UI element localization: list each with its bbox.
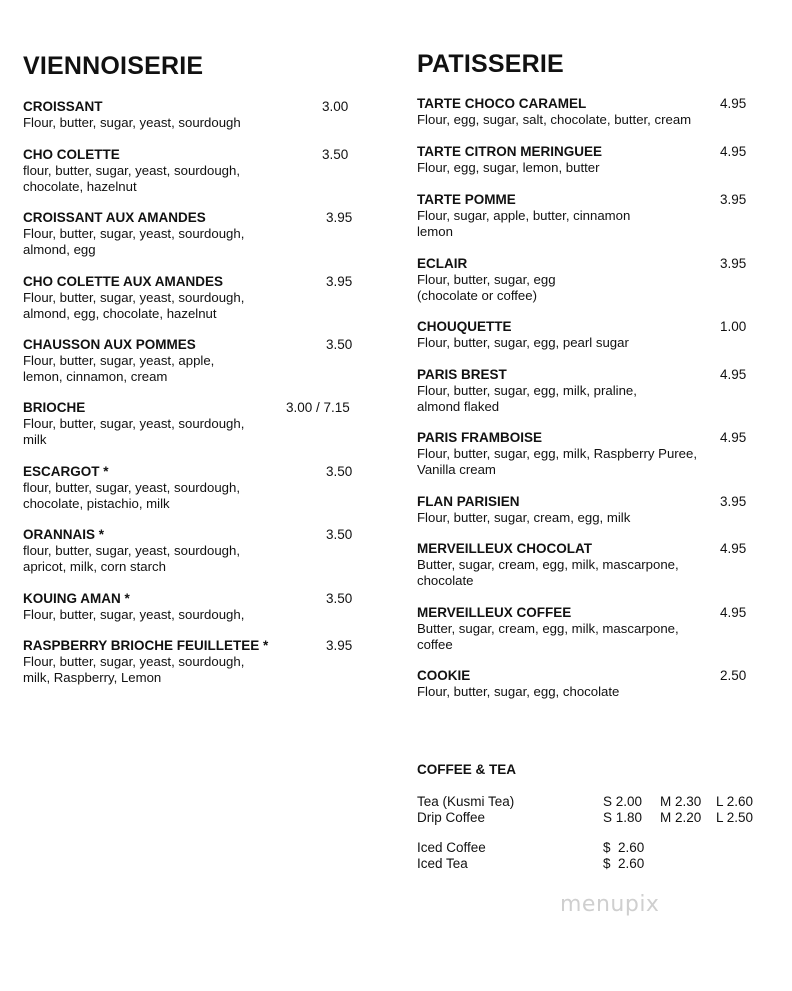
drink-row	[417, 810, 762, 826]
item-description: Butter, sugar, cream, egg, milk, mascarpone, coffee	[417, 621, 679, 652]
price-medium: M 2.30	[660, 794, 702, 809]
item-name: PARIS FRAMBOISE	[417, 430, 543, 445]
menu-item	[417, 541, 762, 589]
item-name: TARTE CHOCO CARAMEL	[417, 96, 587, 111]
item-name: CHAUSSON AUX POMMES	[23, 337, 196, 352]
item-price: 3.95	[720, 192, 747, 207]
menu-item	[417, 494, 762, 526]
item-price: 3.95	[720, 494, 747, 509]
item-description: flour, butter, sugar, yeast, sourdough, chocolate, pistachio, milk	[23, 480, 240, 511]
item-description: Flour, butter, sugar, cream, egg, milk	[417, 510, 631, 525]
item-price: 4.95	[720, 541, 747, 556]
price-large: L 2.60	[716, 794, 754, 809]
item-name: TARTE CITRON MERINGUEE	[417, 144, 602, 159]
item-description: Flour, butter, sugar, egg (chocolate or coffee)	[417, 272, 556, 303]
coffee-tea-title: COFFEE & TEA	[417, 762, 517, 777]
item-description: Flour, egg, sugar, lemon, butter	[417, 160, 600, 175]
item-description: flour, butter, sugar, yeast, sourdough, apricot, milk, corn starch	[23, 543, 240, 574]
item-description: Flour, butter, sugar, yeast, sourdough, almond, egg, chocolate, hazelnut	[23, 290, 245, 321]
menu-item	[23, 527, 363, 575]
item-description: Flour, egg, sugar, salt, chocolate, butter, cream	[417, 112, 692, 127]
item-name: FLAN PARISIEN	[417, 494, 520, 509]
drink-row	[417, 840, 762, 856]
item-name: ECLAIR	[417, 256, 468, 271]
menu-item	[417, 605, 762, 653]
item-price: 3.00	[322, 99, 349, 114]
price-small: S 1.80	[603, 810, 643, 825]
item-description: Flour, butter, sugar, yeast, apple, lemon, cinnamon, cream	[23, 353, 215, 384]
price-small: S 2.00	[603, 794, 643, 809]
item-name: ESCARGOT *	[23, 464, 109, 479]
item-name: KOUING AMAN *	[23, 591, 130, 606]
patisserie-title: PATISSERIE	[417, 50, 564, 78]
item-name: TARTE POMME	[417, 192, 516, 207]
item-name: BRIOCHE	[23, 400, 86, 415]
item-description: Flour, butter, sugar, yeast, sourdough, milk, Raspberry, Lemon	[23, 654, 245, 685]
drink-name: Drip Coffee	[417, 810, 486, 825]
menu-item	[417, 430, 762, 478]
menu-item	[417, 192, 762, 240]
item-price: 2.50	[720, 668, 747, 683]
item-description: Flour, butter, sugar, yeast, sourdough, almond, egg	[23, 226, 245, 257]
menu-item	[417, 96, 762, 128]
item-name: CHO COLETTE AUX AMANDES	[23, 274, 224, 289]
item-price: 3.50	[326, 591, 353, 606]
menu-item	[417, 367, 762, 415]
item-name: RASPBERRY BRIOCHE FEUILLETEE *	[23, 638, 269, 653]
item-price: 4.95	[720, 96, 747, 111]
menu-item	[23, 210, 363, 258]
item-description: Flour, butter, sugar, egg, pearl sugar	[417, 335, 629, 350]
item-name: CHO COLETTE	[23, 147, 120, 162]
item-price: 4.95	[720, 367, 747, 382]
menu-item	[417, 319, 762, 351]
item-price: 3.95	[326, 638, 353, 653]
price-large: L 2.50	[716, 810, 754, 825]
menu-item	[417, 144, 762, 176]
item-name: CROISSANT AUX AMANDES	[23, 210, 206, 225]
item-description: Flour, butter, sugar, yeast, sourdough,	[23, 607, 245, 622]
item-name: PARIS BREST	[417, 367, 507, 382]
menu-item	[417, 668, 762, 700]
item-name: CROISSANT	[23, 99, 103, 114]
menu-item	[23, 147, 363, 195]
item-name: MERVEILLEUX COFFEE	[417, 605, 572, 620]
menu-item	[417, 256, 762, 304]
price-medium: M 2.20	[660, 810, 702, 825]
item-price: 4.95	[720, 605, 747, 620]
item-description: Flour, butter, sugar, egg, milk, praline, almond flaked	[417, 383, 637, 414]
item-price: 3.95	[326, 210, 353, 225]
menu-item	[23, 99, 363, 131]
menu-item	[23, 337, 363, 385]
drink-name: Tea (Kusmi Tea)	[417, 794, 515, 809]
watermark-logo: menupix	[560, 892, 660, 917]
item-price: 3.95	[720, 256, 747, 271]
item-name: COOKIE	[417, 668, 471, 683]
item-name: MERVEILLEUX CHOCOLAT	[417, 541, 593, 556]
menu-item	[23, 591, 363, 623]
item-description: Flour, butter, sugar, yeast, sourdough, milk	[23, 416, 245, 447]
drink-row	[417, 794, 762, 810]
item-price: 3.50	[326, 337, 353, 352]
item-name: CHOUQUETTE	[417, 319, 512, 334]
item-description: Flour, butter, sugar, yeast, sourdough	[23, 115, 241, 130]
item-price: 3.00 / 7.15	[286, 400, 350, 415]
drink-name: Iced Tea	[417, 856, 468, 871]
item-description: Flour, butter, sugar, egg, milk, Raspberry Puree, Vanilla cream	[417, 446, 698, 477]
drink-price: $ 2.60	[603, 856, 645, 871]
item-description: Butter, sugar, cream, egg, milk, mascarpone, chocolate	[417, 557, 679, 588]
item-description: flour, butter, sugar, yeast, sourdough, chocolate, hazelnut	[23, 163, 240, 194]
viennoiserie-title: VIENNOISERIE	[23, 52, 204, 80]
item-name: ORANNAIS *	[23, 527, 105, 542]
item-description: Flour, sugar, apple, butter, cinnamon lemon	[417, 208, 631, 239]
item-price: 3.50	[326, 464, 353, 479]
item-price: 4.95	[720, 430, 747, 445]
item-price: 3.50	[326, 527, 353, 542]
menu-item	[23, 464, 363, 512]
item-price: 3.50	[322, 147, 349, 162]
item-price: 1.00	[720, 319, 747, 334]
item-description: Flour, butter, sugar, egg, chocolate	[417, 684, 620, 699]
item-price: 4.95	[720, 144, 747, 159]
drink-name: Iced Coffee	[417, 840, 486, 855]
drink-row	[417, 856, 762, 872]
menu-item	[23, 274, 363, 322]
menu-item	[23, 400, 363, 448]
item-price: 3.95	[326, 274, 353, 289]
menu-item	[23, 638, 363, 686]
drink-price: $ 2.60	[603, 840, 645, 855]
